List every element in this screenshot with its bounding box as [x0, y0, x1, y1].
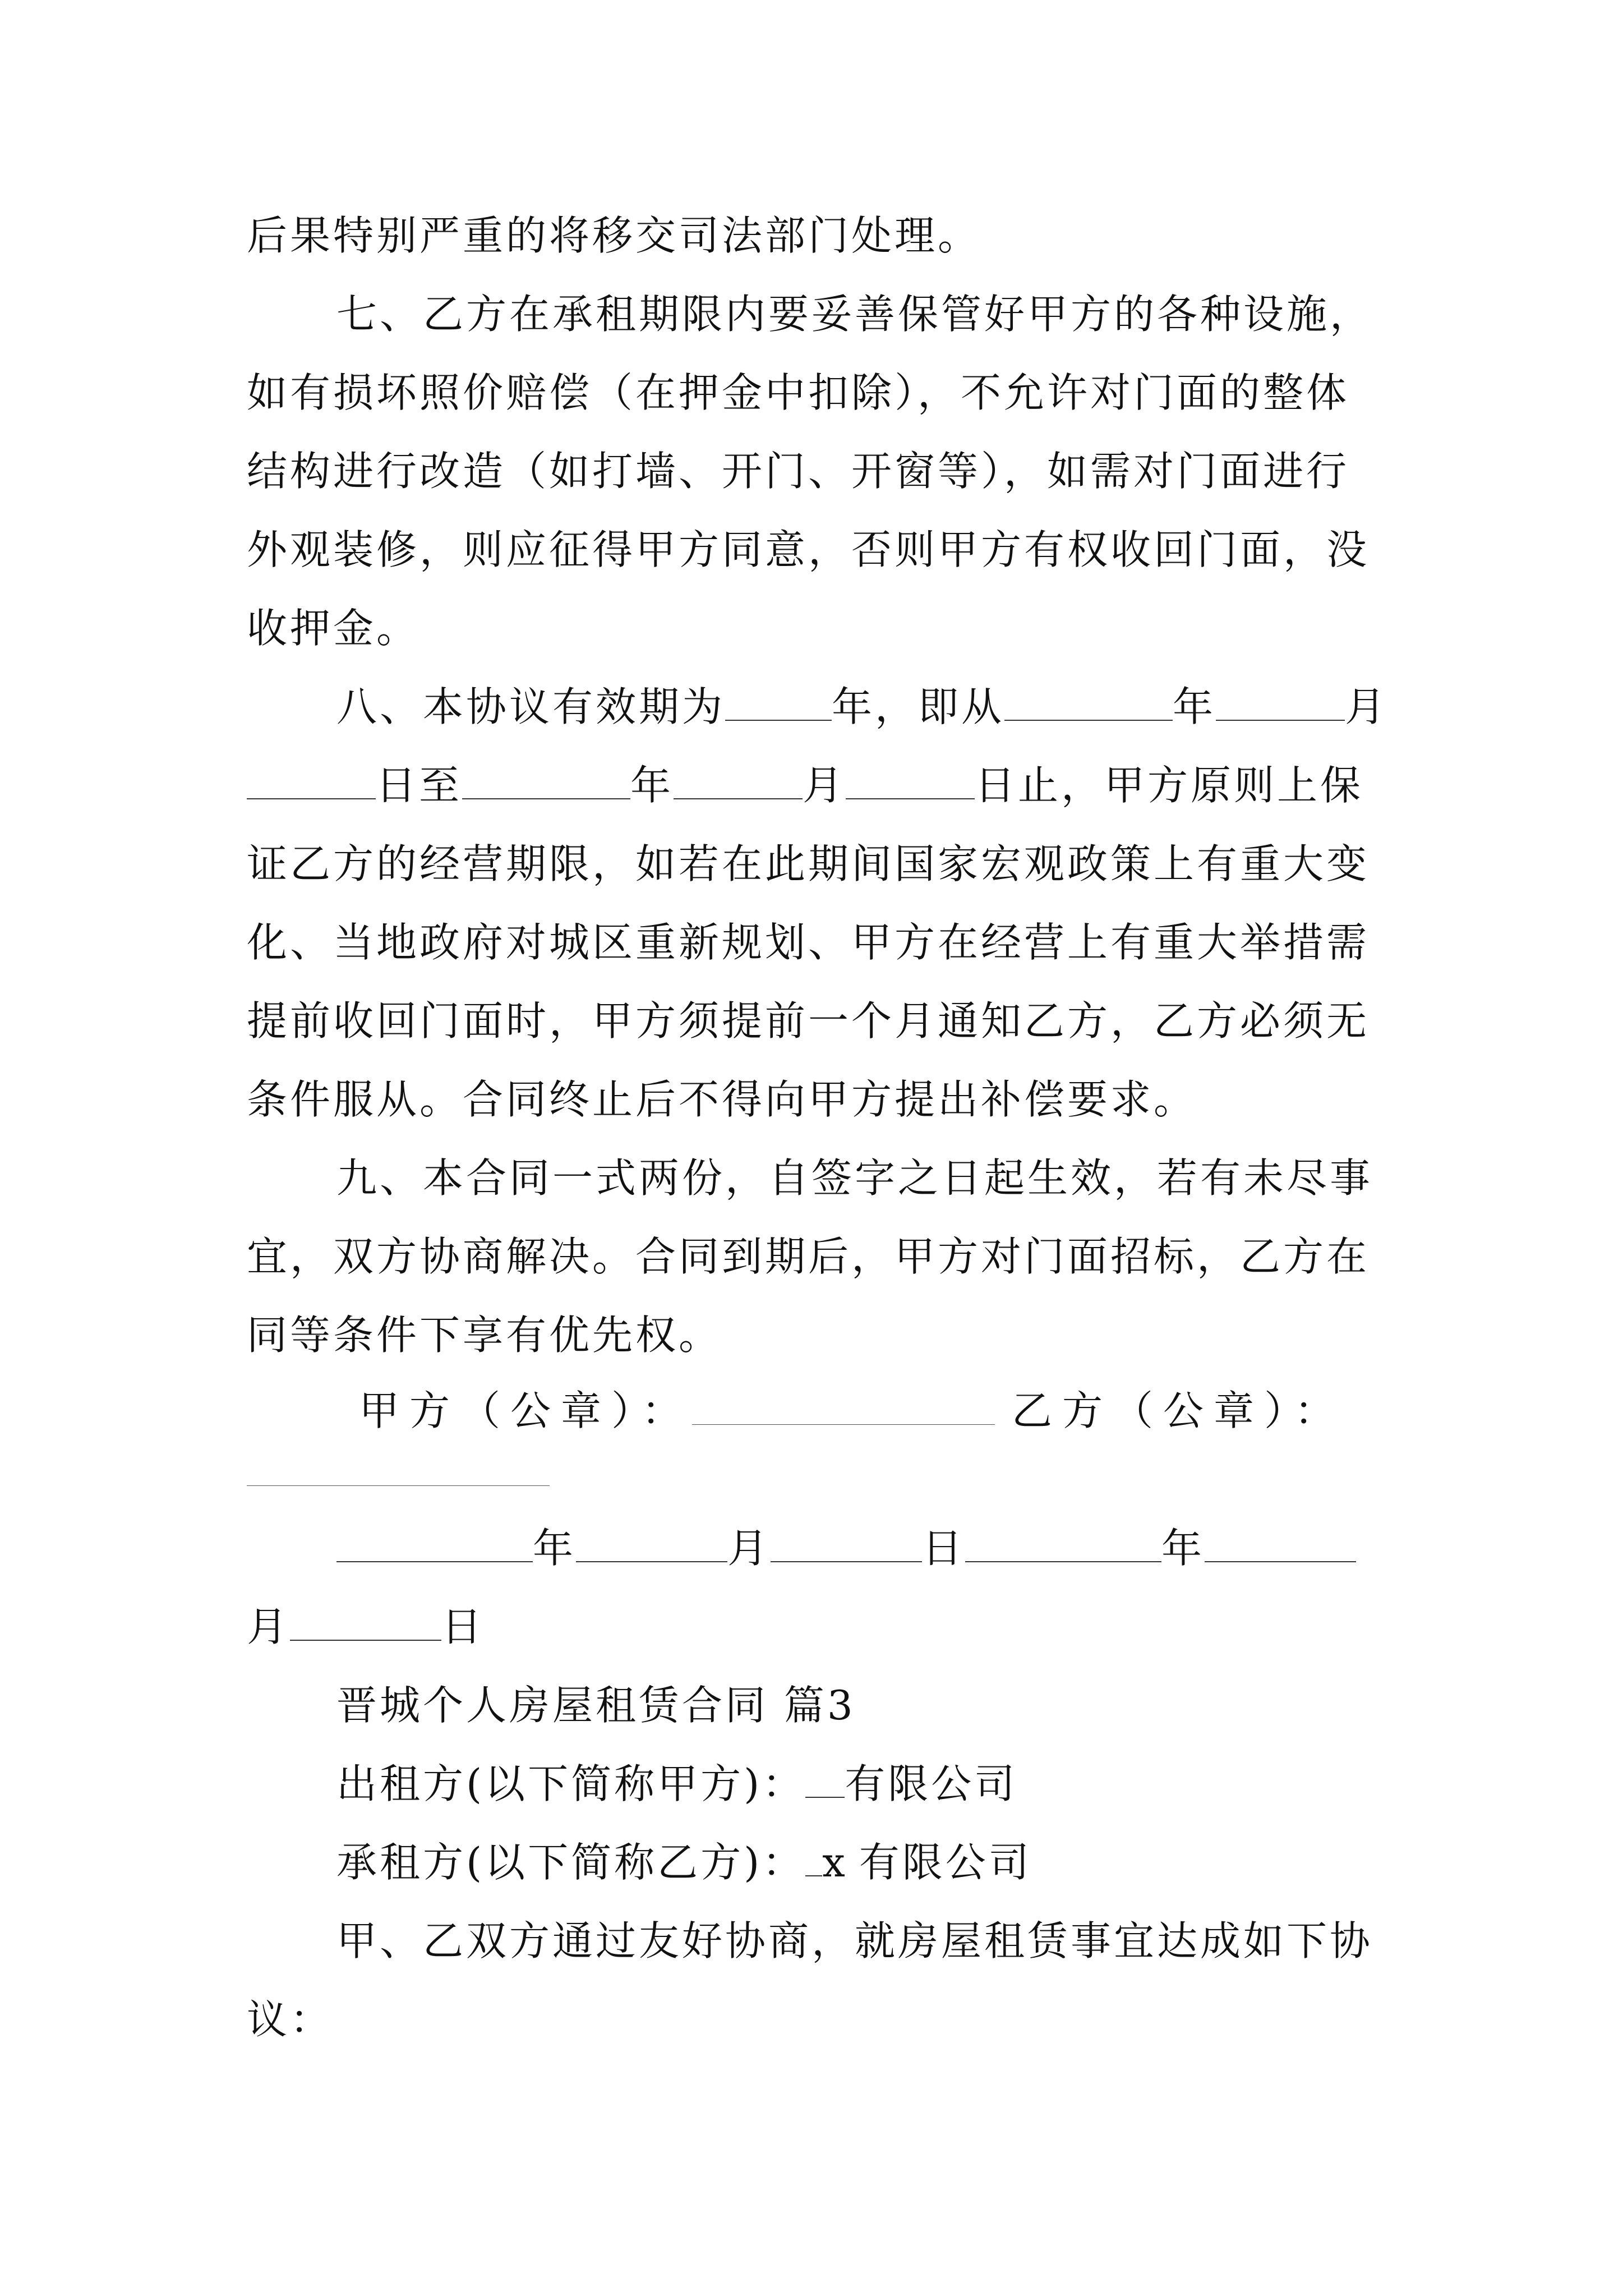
clause-8-text: 月 — [1345, 683, 1389, 730]
end-day-blank — [846, 762, 975, 799]
party-a-seal-blank — [692, 1388, 995, 1425]
clause-8-line-1 — [336, 679, 1388, 735]
start-year-blank — [1004, 683, 1173, 721]
clause-8-line-2 — [247, 757, 1363, 813]
lessor-suffix: 有限公司 — [845, 1760, 1018, 1807]
clause-8-text: 月 — [803, 762, 846, 809]
date-label: 月 — [727, 1525, 771, 1572]
clause-9-line-1: 九、本合同一式两份，自签字之日起生效，若有未尽事 — [336, 1154, 1373, 1202]
clause-8-text: 年 — [630, 762, 674, 809]
clause-7-line-5: 收押金。 — [247, 605, 420, 652]
date-label: 日 — [441, 1603, 485, 1650]
clause-8-line-4: 化、当地政府对城区重新规划、甲方在经营上有重大举措需 — [247, 919, 1370, 966]
clause-8-text: 日止，甲方原则上保 — [975, 762, 1364, 809]
signature-line — [359, 1383, 1345, 1439]
agreement-line-2: 议： — [247, 1996, 334, 2043]
clause-8-line-3: 证乙方的经营期限，如若在此期间国家宏观政策上有重大变 — [247, 840, 1370, 887]
date-b-day-blank — [290, 1603, 441, 1641]
clause-8-text: 八、本协议有效期为 — [336, 683, 726, 730]
agreement-line-1: 甲、乙双方通过友好协商，就房屋租赁事宜达成如下协 — [336, 1917, 1373, 1964]
party-a-label: 甲方（公章）： — [359, 1387, 693, 1434]
date-label: 年 — [533, 1525, 577, 1572]
start-day-blank — [247, 762, 376, 799]
years-blank — [725, 683, 832, 721]
clause-9-line-3: 同等条件下享有优先权。 — [247, 1312, 722, 1359]
clause-8-text: 日至 — [376, 762, 463, 809]
lessee-name-blank — [805, 1839, 822, 1876]
lessor-name-blank — [805, 1760, 845, 1798]
party-b-seal-blank — [247, 1485, 550, 1486]
clause-9-line-2: 宜，双方协商解决。合同到期后，甲方对门面招标，乙方在 — [247, 1233, 1370, 1280]
start-month-blank — [1216, 683, 1345, 721]
date-label: 年 — [1161, 1525, 1205, 1572]
clause-8-line-6: 条件服从。合同终止后不得向甲方提出补偿要求。 — [247, 1076, 1197, 1123]
text-line-1: 后果特别严重的将移交司法部门处理。 — [247, 212, 981, 259]
clause-8-text: 年 — [1173, 683, 1216, 730]
date-a-month-blank — [576, 1525, 727, 1562]
date-a-year-blank — [336, 1525, 533, 1562]
clause-7-line-2: 如有损坏照价赔偿（在押金中扣除），不允许对门面的整体 — [247, 369, 1350, 416]
clause-8-text: 年，即从 — [832, 683, 1005, 730]
clause-7-line-4: 外观装修，则应征得甲方同意，否则甲方有权收回门面，没 — [247, 526, 1370, 573]
date-b-year-blank — [965, 1525, 1161, 1562]
lessor-label: 出租方(以下简称甲方)： — [336, 1760, 806, 1807]
date-line-1 — [336, 1520, 1356, 1576]
date-label: 日 — [922, 1525, 966, 1572]
lessee-suffix: 有限公司 — [859, 1839, 1032, 1886]
end-month-blank — [674, 762, 803, 799]
date-label: 月 — [247, 1603, 291, 1650]
clause-7-line-3: 结构进行改造（如打墙、开门、开窗等），如需对门面进行 — [247, 448, 1350, 495]
end-year-blank — [462, 762, 630, 799]
section-3-title: 晋城个人房屋租赁合同 篇3 — [336, 1682, 856, 1729]
date-a-day-blank — [771, 1525, 922, 1562]
lessor-line — [336, 1756, 1017, 1812]
lessee-mark: x — [822, 1839, 848, 1886]
date-b-month-blank — [1205, 1525, 1356, 1562]
clause-8-line-5: 提前收回门面时，甲方须提前一个月通知乙方，乙方必须无 — [247, 997, 1370, 1045]
lessee-label: 承租方(以下简称乙方)： — [336, 1839, 806, 1886]
date-line-2 — [247, 1599, 485, 1655]
lessee-line — [336, 1834, 1032, 1890]
party-b-label: 乙方（公章）： — [1012, 1387, 1345, 1434]
clause-7-line-1: 七、乙方在承租期限内要妥善保管好甲方的各种设施， — [336, 291, 1373, 338]
